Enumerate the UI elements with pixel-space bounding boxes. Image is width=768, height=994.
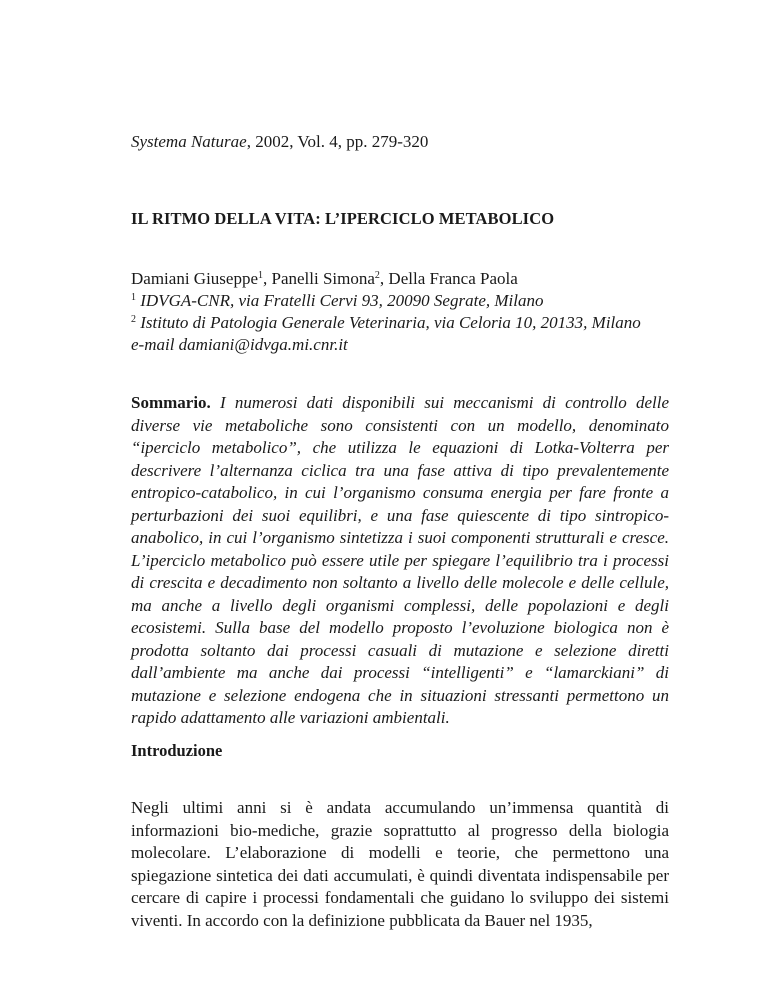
abstract	[131, 392, 669, 730]
author-name: Damiani Giuseppe	[131, 269, 258, 288]
affiliation-2	[131, 312, 641, 334]
introduction-paragraph: Negli ultimi anni si è andata accumulando un’immensa quantità di informazioni bio-mediche, grazie soprattutto al progresso della biologia molecolare. L’elaborazione di modelli e teorie, che permettono una spiegazione sintetica dei dati accumulati, è quindi diventata indispensabile per cercare di capire i processi fondamentali che guidano lo sviluppo dei sistemi viventi. In accordo con la definizione pubblicata da Bauer nel 1935,	[131, 798, 669, 930]
author-affiliation-marker: 2	[374, 270, 380, 281]
authors-block	[131, 268, 641, 356]
affiliation-text: IDVGA-CNR, via Fratelli Cervi 93, 20090 Segrate, Milano	[136, 291, 544, 310]
author-affiliation-marker: 1	[258, 270, 263, 281]
affiliation-text: Istituto di Patologia Generale Veterinaria, via Celoria 10, 20133, Milano	[136, 313, 641, 332]
author-name: Della Franca Paola	[388, 269, 518, 288]
citation-details: , 2002, Vol. 4, pp. 279-320	[246, 132, 429, 151]
abstract-label: Sommario.	[131, 393, 211, 412]
abstract-text: I numerosi dati disponibili sui meccanismi di controllo delle diverse vie metaboliche sono consistenti con un modello, denominato “iperciclo metabolico”, che utilizza le equazioni di Lotka-Volterra per descrivere l’alternanza ciclica tra una fase attiva di tipo prevalentemente entropico-catabolico, in cui l’organismo consuma energia per fare fronte a perturbazioni dei suoi equilibri, e una fase quiescente di tipo sintropico-anabolico, in cui l’organismo sintetizza i suoi componenti strutturali e cresce. L’iperciclo metabolico può essere utile per spiegare l’equilibrio tra i processi di crescita e decadimento non soltanto a livello delle molecole e delle cellule, ma anche a livello degli organismi complessi, delle popolazioni e degli ecosistemi. Sulla base del modello proposto l’evoluzione biologica non è prodotta soltanto dai processi casuali di mutazione e selezione diretti dall’ambiente ma anche dai processi “intelligenti” e “lamarckiani” di mutazione e selezione endogena che in situazioni stressanti permettono un rapido adattamento alle variazioni ambientali.	[131, 393, 669, 727]
contact-email: e-mail damiani@idvga.mi.cnr.it	[131, 335, 348, 354]
author-separator: ,	[379, 269, 389, 288]
author-separator: ,	[263, 269, 272, 288]
journal-name: Systema Naturae	[131, 132, 247, 151]
author-name: Panelli Simona	[271, 269, 375, 288]
section-heading: Introduzione	[131, 741, 223, 760]
citation-line	[131, 132, 428, 152]
paper-title: IL RITMO DELLA VITA: L’IPERCICLO METABOLICO	[131, 209, 555, 228]
affiliation-marker: 1	[131, 292, 136, 303]
affiliation-1	[131, 290, 641, 312]
affiliation-marker: 2	[131, 314, 136, 325]
author-list	[131, 268, 641, 290]
